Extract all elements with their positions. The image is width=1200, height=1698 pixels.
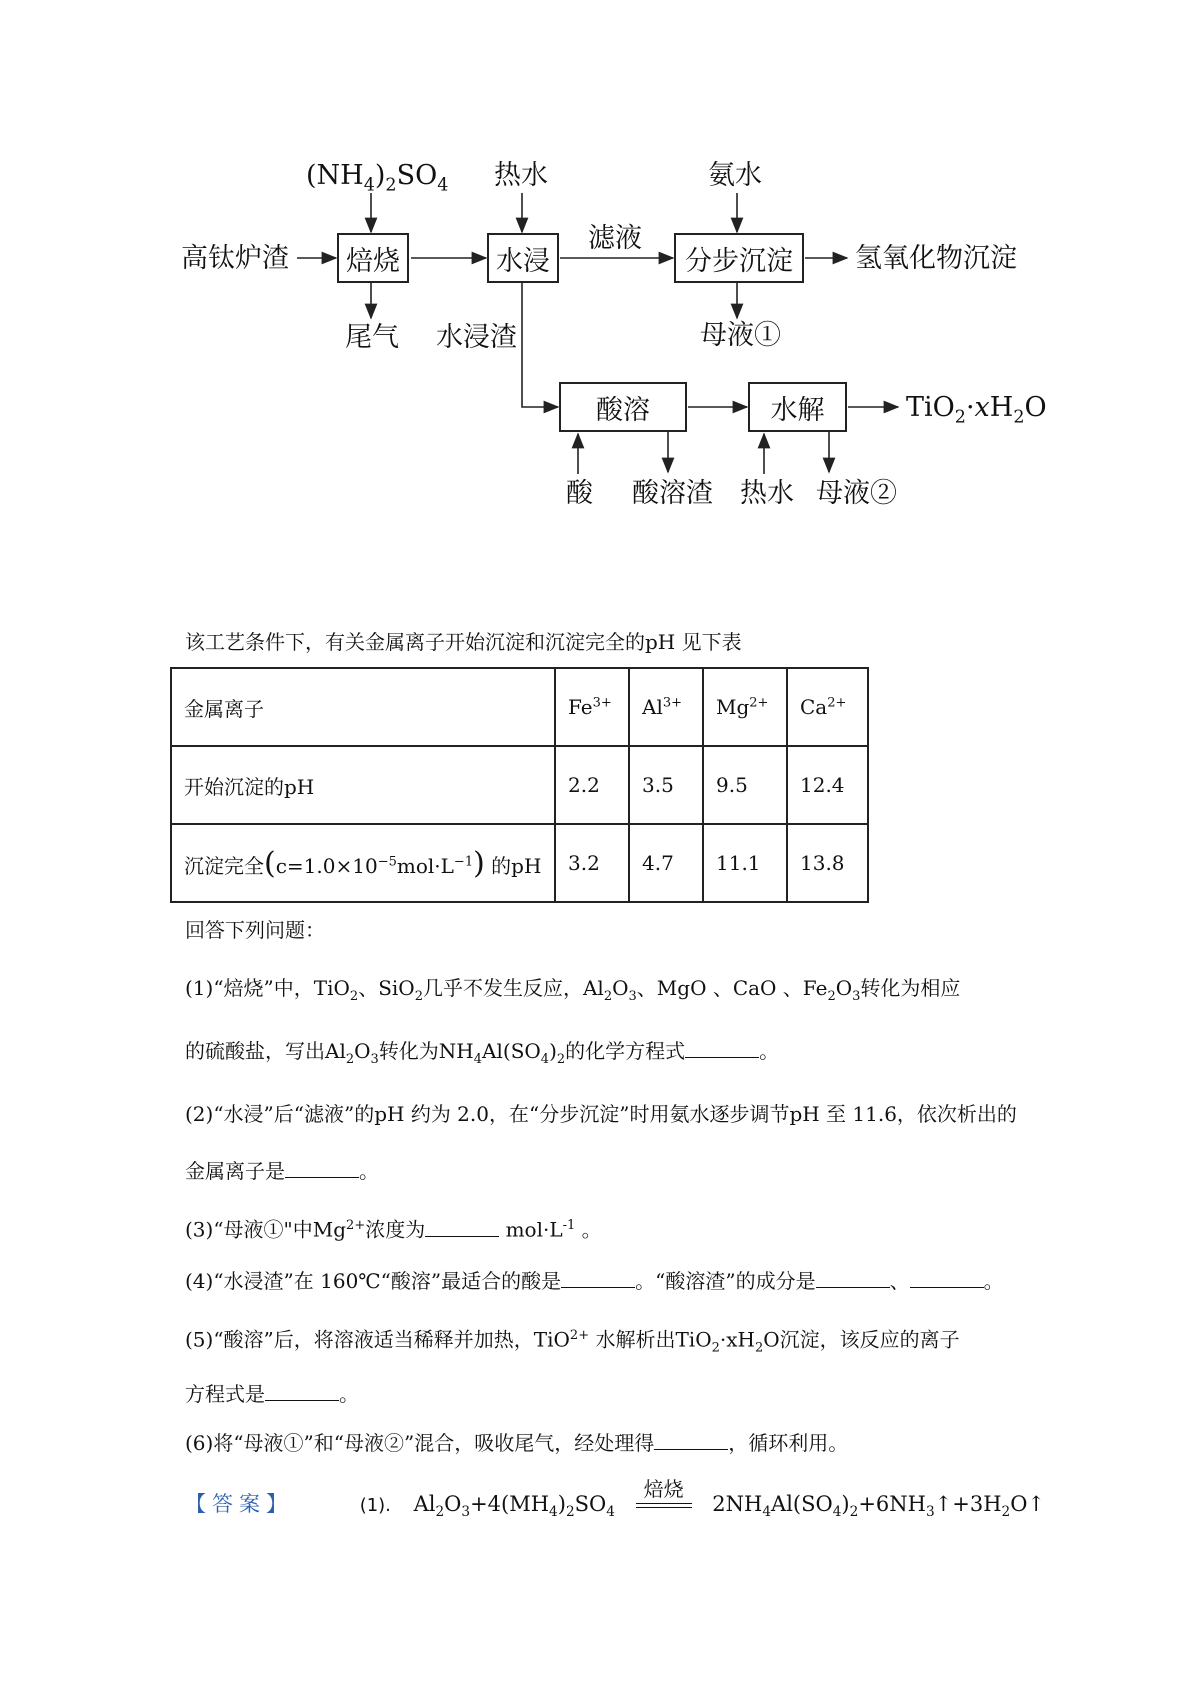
table-header-row <box>171 668 868 746</box>
reagent-ammonia: 氨水 <box>708 160 762 191</box>
output-tail-gas: 尾气 <box>345 322 399 353</box>
process-flowchart <box>0 0 1200 560</box>
output-hydroxide-precip: 氢氧化物沉淀 <box>855 243 1017 274</box>
answer-prompt: 回答下列问题： <box>185 918 325 942</box>
table-row-complete <box>171 824 868 902</box>
output-mother-liquor-1: 母液① <box>700 320 781 351</box>
label-filtrate: 滤液 <box>588 223 642 254</box>
reagent-hot-water-1: 热水 <box>494 160 548 191</box>
blank-q4-residue-2[interactable] <box>910 1269 984 1288</box>
cell-row2-mg: 11.1 <box>703 824 787 902</box>
ph-table <box>170 667 869 903</box>
cell-row1-fe: 2.2 <box>555 746 629 824</box>
table-row-start <box>171 746 868 824</box>
question-1-line-1: (1)“焙烧”中，TiO$_2$、SiO$_2$几乎不发生反应，$Al_2O_3$、MgO 、CaO 、$Fe_2O_3$转化为相应 <box>185 976 961 1004</box>
question-5-line-1: (5)“酸溶”后，将溶液适当稀释并加热，TiO$^{2+}$ 水解析出$TiO_2\cdot xH_2O$沉淀，该反应的离子 <box>185 1327 960 1356</box>
cell-row1-label: 开始沉淀的pH <box>171 746 555 824</box>
cell-ion-al: $Al^{3+}$ <box>629 668 703 746</box>
box-roasting: 焙烧 <box>337 233 409 283</box>
input-hot-water-2: 热水 <box>740 478 794 509</box>
question-2-line-1: (2)“水浸”后“滤液”的pH 约为 2.0，在“分步沉淀”时用氨水逐步调节pH 至 11.6，依次析出的 <box>185 1102 1017 1126</box>
question-2-line-2: 金属离子是 。 <box>185 1159 379 1183</box>
box-stepwise-precip: 分步沉淀 <box>674 233 804 283</box>
product-tio2: $TiO_2\cdot xH_2O$ <box>906 392 1047 428</box>
question-1-line-2: 的硫酸盐，写出$Al_2O_3$转化为$NH_4Al(SO_4)_2$的化学方程式 。 <box>185 1039 780 1067</box>
reaction-condition: 焙烧 <box>636 1503 692 1508</box>
input-acid: 酸 <box>566 478 593 509</box>
flowchart-arrows <box>0 0 1200 560</box>
reagent-ammonium-sulfate: $(NH_4)_2SO_4$ <box>306 160 449 196</box>
box-hydrolysis: 水解 <box>748 382 847 432</box>
cell-row2-label: 沉淀完全$(c=1.0\times 10^{-5}mol\cdot L^{-1})$ 的pH <box>171 824 555 902</box>
answer-equation: $Al_2O_3+4(MH_4)_2SO_4$ 焙烧 $2NH_4Al(SO_4)_2+6NH_3↑+3H_2O↑$ <box>413 1477 1046 1521</box>
blank-q5[interactable] <box>265 1382 339 1401</box>
blank-q4-acid[interactable] <box>561 1269 635 1288</box>
blank-q1[interactable] <box>685 1039 759 1058</box>
blank-q6[interactable] <box>654 1431 728 1450</box>
answer-line <box>185 1477 1046 1526</box>
question-3: (3)“母液①"中$Mg^{2+}$浓度为 $mol\cdot L^{-1}$ 。 <box>185 1217 602 1242</box>
cell-row1-mg: 9.5 <box>703 746 787 824</box>
cell-row2-fe: 3.2 <box>555 824 629 902</box>
label-leach-residue: 水浸渣 <box>436 322 517 353</box>
answer-number: (1). <box>359 1495 391 1516</box>
cell-ion-fe: $Fe^{3+}$ <box>555 668 629 746</box>
output-mother-liquor-2: 母液② <box>816 478 897 509</box>
cell-row1-al: 3.5 <box>629 746 703 824</box>
cell-row1-ca: 12.4 <box>787 746 868 824</box>
box-acid-dissolve: 酸溶 <box>559 382 687 432</box>
input-slag: 高钛炉渣 <box>181 243 289 274</box>
question-4: (4)“水浸渣”在 160℃“酸溶”最适合的酸是 。“酸溶渣”的成分是 、 。 <box>185 1269 1004 1293</box>
question-5-line-2: 方程式是 。 <box>185 1382 359 1406</box>
cell-ion-ca: $Ca^{2+}$ <box>787 668 868 746</box>
blank-q3[interactable] <box>425 1218 499 1237</box>
question-6: (6)将“母液①”和“母液②”混合，吸收尾气，经处理得 ，循环利用。 <box>185 1431 849 1455</box>
blank-q4-residue-1[interactable] <box>816 1269 890 1288</box>
cell-row2-ca: 13.8 <box>787 824 868 902</box>
cell-ion-mg: $Mg^{2+}$ <box>703 668 787 746</box>
answer-tag: 【答案】 <box>185 1492 293 1516</box>
output-acid-residue: 酸溶渣 <box>632 478 713 509</box>
box-water-leach: 水浸 <box>487 233 559 283</box>
cell-header-label: 金属离子 <box>171 668 555 746</box>
table-intro: 该工艺条件下，有关金属离子开始沉淀和沉淀完全的pH 见下表 <box>185 630 742 654</box>
cell-row2-al: 4.7 <box>629 824 703 902</box>
blank-q2[interactable] <box>285 1159 359 1178</box>
